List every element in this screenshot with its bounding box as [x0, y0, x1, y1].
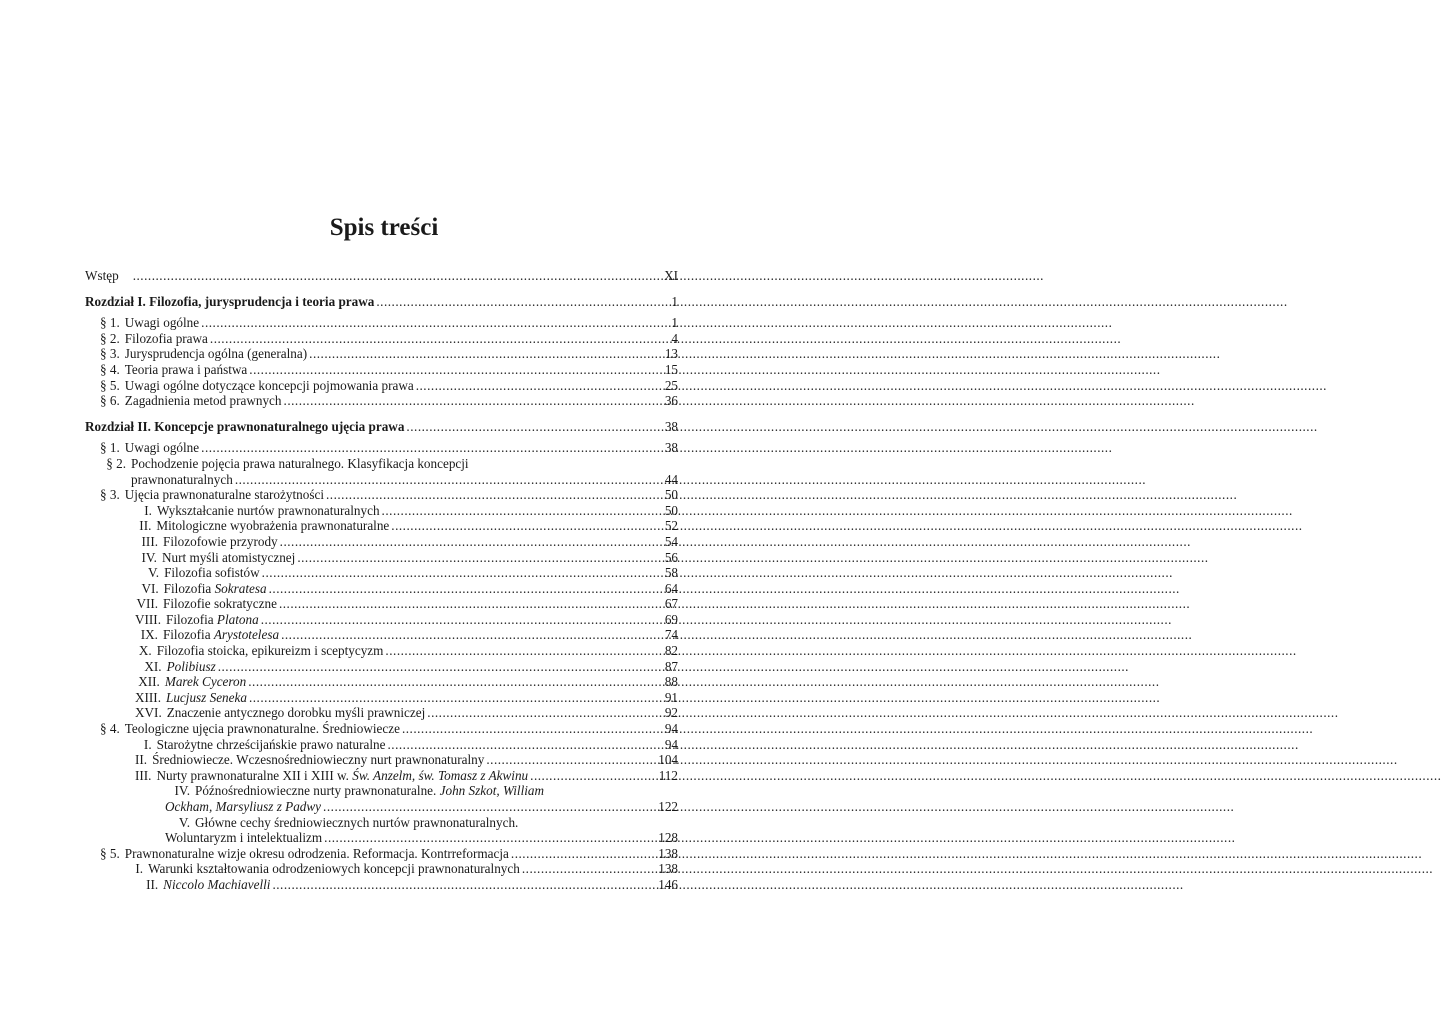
toc-subsection [85, 518, 678, 534]
leader-dots [279, 596, 661, 612]
toc-subsection [85, 627, 678, 643]
toc-page: 38 [664, 418, 678, 434]
toc-label: Filozofia Platona [166, 611, 259, 627]
toc-number: § 5. [100, 845, 120, 861]
toc-label: Filozofia Sokratesa [163, 580, 267, 596]
toc-page: 138 [658, 845, 678, 861]
toc-section [85, 393, 678, 409]
toc-number: V. [178, 814, 190, 830]
leader-dots [248, 674, 659, 690]
leader-dots [280, 534, 661, 550]
toc-page: 50 [664, 487, 678, 503]
toc-entry-wstep [85, 268, 678, 284]
toc-page: 1 [671, 293, 678, 309]
toc-subsection [85, 565, 678, 581]
toc-page: 64 [664, 580, 678, 596]
toc-label: Późnośredniowieczne nurty prawnonaturalne. John Szkot, William [195, 783, 545, 799]
toc-number: I. [135, 861, 144, 877]
toc-subsection [85, 877, 678, 893]
toc-number: VII. [136, 596, 159, 612]
table-of-contents [85, 268, 678, 893]
toc-number: I. [143, 736, 152, 752]
toc-subsection-continuation [85, 830, 678, 846]
toc-subsection [85, 596, 678, 612]
toc-page: 69 [664, 611, 678, 627]
toc-number: XII. [138, 674, 160, 690]
toc-page: 13 [664, 346, 678, 362]
toc-number: VIII. [135, 611, 161, 627]
leader-dots [262, 565, 661, 581]
toc-subsection [85, 550, 678, 566]
toc-label: Ujęcia prawnonaturalne starożytności [124, 487, 324, 503]
leader-dots [281, 627, 661, 643]
leader-dots [406, 419, 662, 435]
toc-section [85, 440, 678, 456]
leader-dots [522, 861, 656, 877]
toc-chapter-2 [85, 419, 678, 435]
toc-number: IX. [140, 627, 158, 643]
toc-section [85, 846, 678, 862]
leader-dots [269, 581, 661, 597]
toc-page: 94 [664, 736, 678, 752]
toc-section [85, 721, 678, 737]
toc-page: 1 [671, 315, 678, 331]
leader-dots [133, 268, 656, 284]
leader-dots [402, 721, 663, 737]
toc-page: 58 [664, 565, 679, 581]
toc-label: Prawnonaturalne wizje okresu odrodzenia. Reformacja. Kontrreformacja [124, 845, 509, 861]
toc-page: 25 [664, 377, 678, 393]
toc-page: 104 [658, 752, 678, 768]
leader-dots [416, 378, 663, 394]
toc-subsection [85, 612, 678, 628]
toc-page: 82 [664, 643, 678, 659]
toc-label: Zagadnienia metod prawnych [124, 393, 282, 409]
leader-dots [376, 294, 664, 310]
toc-label: Woluntaryzm i intelektualizm [165, 830, 323, 846]
toc-section [85, 331, 678, 347]
toc-page: 87 [664, 658, 678, 674]
toc-page: 94 [664, 721, 678, 737]
toc-subsection [85, 783, 678, 799]
toc-section [85, 362, 678, 378]
toc-page: 74 [664, 627, 679, 643]
toc-number: II. [135, 752, 148, 768]
toc-subsection [85, 674, 678, 690]
toc-number: § 4. [100, 361, 120, 377]
toc-label: prawnonaturalnych [131, 471, 233, 487]
toc-label: Starożytne chrześcijańskie prawo naturalne [156, 736, 386, 752]
toc-number: II. [146, 876, 159, 892]
toc-number: IV. [141, 549, 157, 565]
toc-number: VI. [141, 580, 159, 596]
toc-chapter-1 [85, 294, 678, 310]
toc-page: 128 [658, 830, 678, 846]
toc-section [85, 487, 678, 503]
toc-number: XIII. [135, 689, 161, 705]
toc-label: Uwagi ogólne [124, 440, 200, 456]
toc-page: 44 [664, 471, 678, 487]
toc-number: III. [141, 533, 159, 549]
toc-subsection [85, 752, 678, 768]
toc-label: Lucjusz Seneka [166, 689, 247, 705]
toc-label: Mitologiczne wyobrażenia prawnonaturalne [156, 518, 390, 534]
toc-page: 122 [658, 799, 678, 814]
toc-page: 92 [664, 705, 678, 721]
toc-page: 146 [658, 876, 678, 892]
toc-label: Uwagi ogólne [124, 315, 200, 331]
leader-dots [324, 830, 656, 846]
toc-section [85, 456, 678, 472]
toc-subsection [85, 503, 678, 519]
toc-label: Nurty prawnonaturalne XII i XIII w. Św. Anzelm, św. Tomasz z Akwinu [156, 767, 529, 783]
leader-dots [201, 315, 658, 331]
toc-label: Wykształcanie nurtów prawnonaturalnych [156, 502, 380, 518]
toc-number: § 5. [100, 377, 120, 393]
page-title: Spis treści [329, 214, 439, 241]
toc-page: 52 [664, 518, 678, 534]
leader-dots [297, 550, 661, 566]
toc-page: 91 [664, 689, 678, 705]
toc-subsection [85, 861, 678, 877]
toc-page: 36 [664, 393, 678, 409]
toc-label: Nurt myśli atomistycznej [161, 549, 296, 565]
leader-dots [387, 737, 662, 753]
toc-label: Warunki kształtowania odrodzeniowych koncepcji prawnonaturalnych [148, 861, 520, 877]
toc-subsection [85, 768, 678, 784]
toc-page: XI [664, 268, 678, 283]
leader-dots [210, 331, 658, 347]
toc-label: Filozofia stoicka, epikureizm i sceptycyzm [156, 643, 384, 659]
toc-label: Filozofowie przyrody [163, 533, 278, 549]
toc-section [85, 315, 678, 331]
toc-number: I. [144, 502, 152, 518]
toc-subsection [85, 737, 678, 753]
toc-label: Znaczenie antycznego dorobku myśli prawniczej [166, 705, 426, 721]
toc-number: § 6. [100, 393, 120, 409]
toc-number: § 3. [100, 346, 120, 362]
toc-section [85, 378, 678, 394]
leader-dots [323, 799, 656, 815]
leader-dots [284, 393, 662, 409]
toc-subsection-continuation [85, 799, 678, 815]
toc-number: § 4. [100, 721, 120, 737]
leader-dots [530, 768, 657, 784]
toc-number: § 2. [100, 330, 120, 346]
leader-dots [235, 472, 659, 488]
leader-dots [309, 346, 662, 362]
toc-subsection [85, 659, 678, 675]
toc-number: § 2. [106, 455, 126, 471]
toc-subsection [85, 581, 678, 597]
toc-number: X. [138, 643, 152, 659]
toc-label: Rozdział II. Koncepcje prawnonaturalnego ujęcia prawa [85, 418, 405, 434]
toc-page: 38 [664, 440, 678, 456]
toc-page: 138 [658, 861, 678, 877]
toc-label: Jurysprudencja ogólna (generalna) [124, 346, 308, 362]
toc-number: III. [135, 767, 152, 783]
toc-subsection [85, 705, 678, 721]
toc-label: Filozofia prawa [124, 330, 208, 346]
toc-label: Niccolo Machiavelli [163, 876, 271, 892]
toc-label: Średniowiecze. Wczesnośredniowieczny nurt prawnonaturalny [152, 752, 485, 768]
toc-number: § 1. [100, 315, 120, 331]
toc-number: § 1. [100, 440, 120, 456]
leader-dots [486, 752, 656, 768]
toc-subsection [85, 690, 678, 706]
leader-dots [382, 503, 663, 519]
toc-label: Filozofia sofistów [164, 565, 260, 581]
toc-number: V. [147, 565, 160, 581]
toc-label: Uwagi ogólne dotyczące koncepcji pojmowania prawa [124, 377, 414, 393]
toc-subsection [85, 643, 678, 659]
toc-page: 88 [664, 674, 678, 690]
toc-label: Rozdział I. Filozofia, jurysprudencja i teoria prawa [85, 293, 375, 309]
toc-label: Filozofia Arystotelesa [162, 627, 280, 643]
toc-page: 15 [664, 361, 678, 377]
leader-dots [261, 612, 661, 628]
leader-dots [391, 518, 663, 534]
toc-number: XVI. [135, 705, 162, 721]
toc-page: 67 [664, 596, 678, 612]
toc-page: 4 [671, 330, 678, 346]
leader-dots [272, 877, 656, 893]
toc-label: Teoria prawa i państwa [124, 361, 248, 377]
toc-label: Polibiusz [166, 658, 216, 674]
leader-dots [249, 690, 660, 706]
toc-page: 56 [664, 549, 678, 565]
leader-dots [326, 487, 663, 503]
toc-subsection [85, 534, 678, 550]
toc-number: II. [139, 518, 152, 534]
toc-label: Wstęp [85, 268, 119, 283]
toc-section-continuation [85, 472, 678, 488]
toc-label: Teologiczne ujęcia prawnonaturalne. Średniowiecze [124, 721, 400, 737]
toc-label: Marek Cyceron [164, 674, 247, 690]
leader-dots [511, 846, 656, 862]
toc-section [85, 346, 678, 362]
toc-subsection [85, 815, 678, 831]
toc-page: 50 [664, 502, 678, 518]
toc-number: XI. [144, 658, 162, 674]
toc-label: Główne cechy średniowiecznych nurtów prawnonaturalnych. [195, 814, 519, 830]
toc-page: 112 [658, 767, 678, 783]
toc-label: Ockham, Marsyliusz z Padwy [165, 799, 322, 814]
toc-number: IV. [174, 783, 190, 799]
leader-dots [427, 705, 663, 721]
leader-dots [385, 643, 662, 659]
toc-label: Filozofie sokratyczne [163, 596, 277, 612]
leader-dots [201, 440, 658, 456]
leader-dots [249, 362, 660, 378]
toc-page: 54 [664, 533, 678, 549]
leader-dots [218, 659, 659, 675]
toc-number: § 3. [100, 487, 120, 503]
toc-label: Pochodzenie pojęcia prawa naturalnego. Klasyfikacja koncepcji [131, 455, 469, 471]
